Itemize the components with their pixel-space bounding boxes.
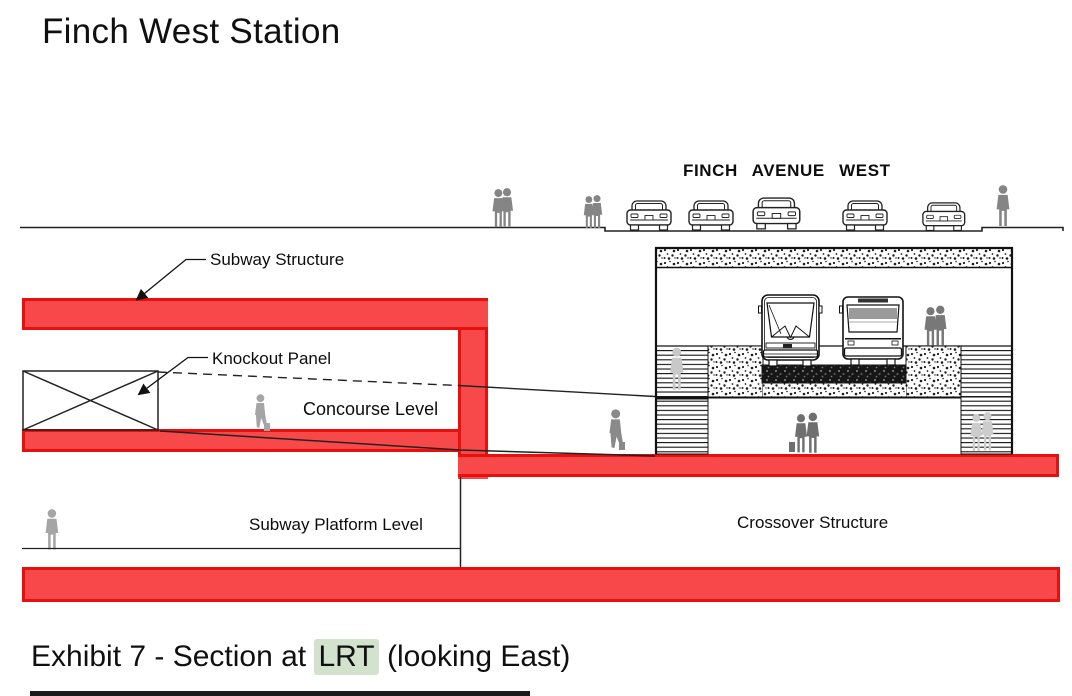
caption-prefix: Exhibit 7 - Section at <box>31 640 315 673</box>
exhibit-caption <box>31 640 570 674</box>
stair-block-lower-left <box>656 399 708 454</box>
label-concourse-level: Concourse Level <box>303 399 439 419</box>
leader-subway-structure <box>137 260 207 301</box>
car-icon <box>689 201 733 230</box>
cars-group <box>627 198 965 230</box>
bus-icon <box>840 297 904 365</box>
ground-line <box>20 228 1063 232</box>
car-icon <box>753 198 800 229</box>
subway-box-top-band <box>22 298 488 330</box>
person-icon <box>592 195 602 228</box>
knockout-dashed-line <box>158 372 458 386</box>
track-slab <box>763 382 906 397</box>
subway-box-bottom-band <box>22 429 460 452</box>
caption-highlight-lrt: LRT <box>314 639 378 675</box>
label-subway-platform-level: Subway Platform Level <box>249 515 423 534</box>
person-icon <box>255 394 267 428</box>
person-icon <box>46 509 59 549</box>
leader-knockout-panel <box>139 358 209 395</box>
page-title: Finch West Station <box>42 12 341 51</box>
label-subway-structure: Subway Structure <box>210 250 345 269</box>
lrt-station-box <box>656 248 1012 454</box>
concrete-block-right <box>906 346 961 397</box>
label-knockout-panel: Knockout Panel <box>212 349 332 368</box>
roof-slab <box>656 248 1012 267</box>
person-icon <box>997 185 1010 226</box>
subway-tunnel-band <box>22 567 1060 602</box>
caption-suffix: (looking East) <box>378 640 571 673</box>
car-icon <box>923 203 965 231</box>
crossover-roof-band <box>458 454 1059 477</box>
car-icon <box>627 201 671 230</box>
track-bed <box>762 365 906 383</box>
concrete-block-left <box>708 346 763 397</box>
bottom-edge-strip <box>30 691 530 696</box>
knockout-panel-box <box>23 371 158 430</box>
stair-block-upper-right <box>961 346 1012 397</box>
person-icon <box>501 188 513 226</box>
label-crossover-structure: Crossover Structure <box>737 513 889 532</box>
bus-icon <box>759 295 823 366</box>
subway-box-end-wall <box>458 298 488 479</box>
car-icon <box>843 201 887 230</box>
street-name-label: FINCH AVENUE WEST <box>683 161 891 180</box>
